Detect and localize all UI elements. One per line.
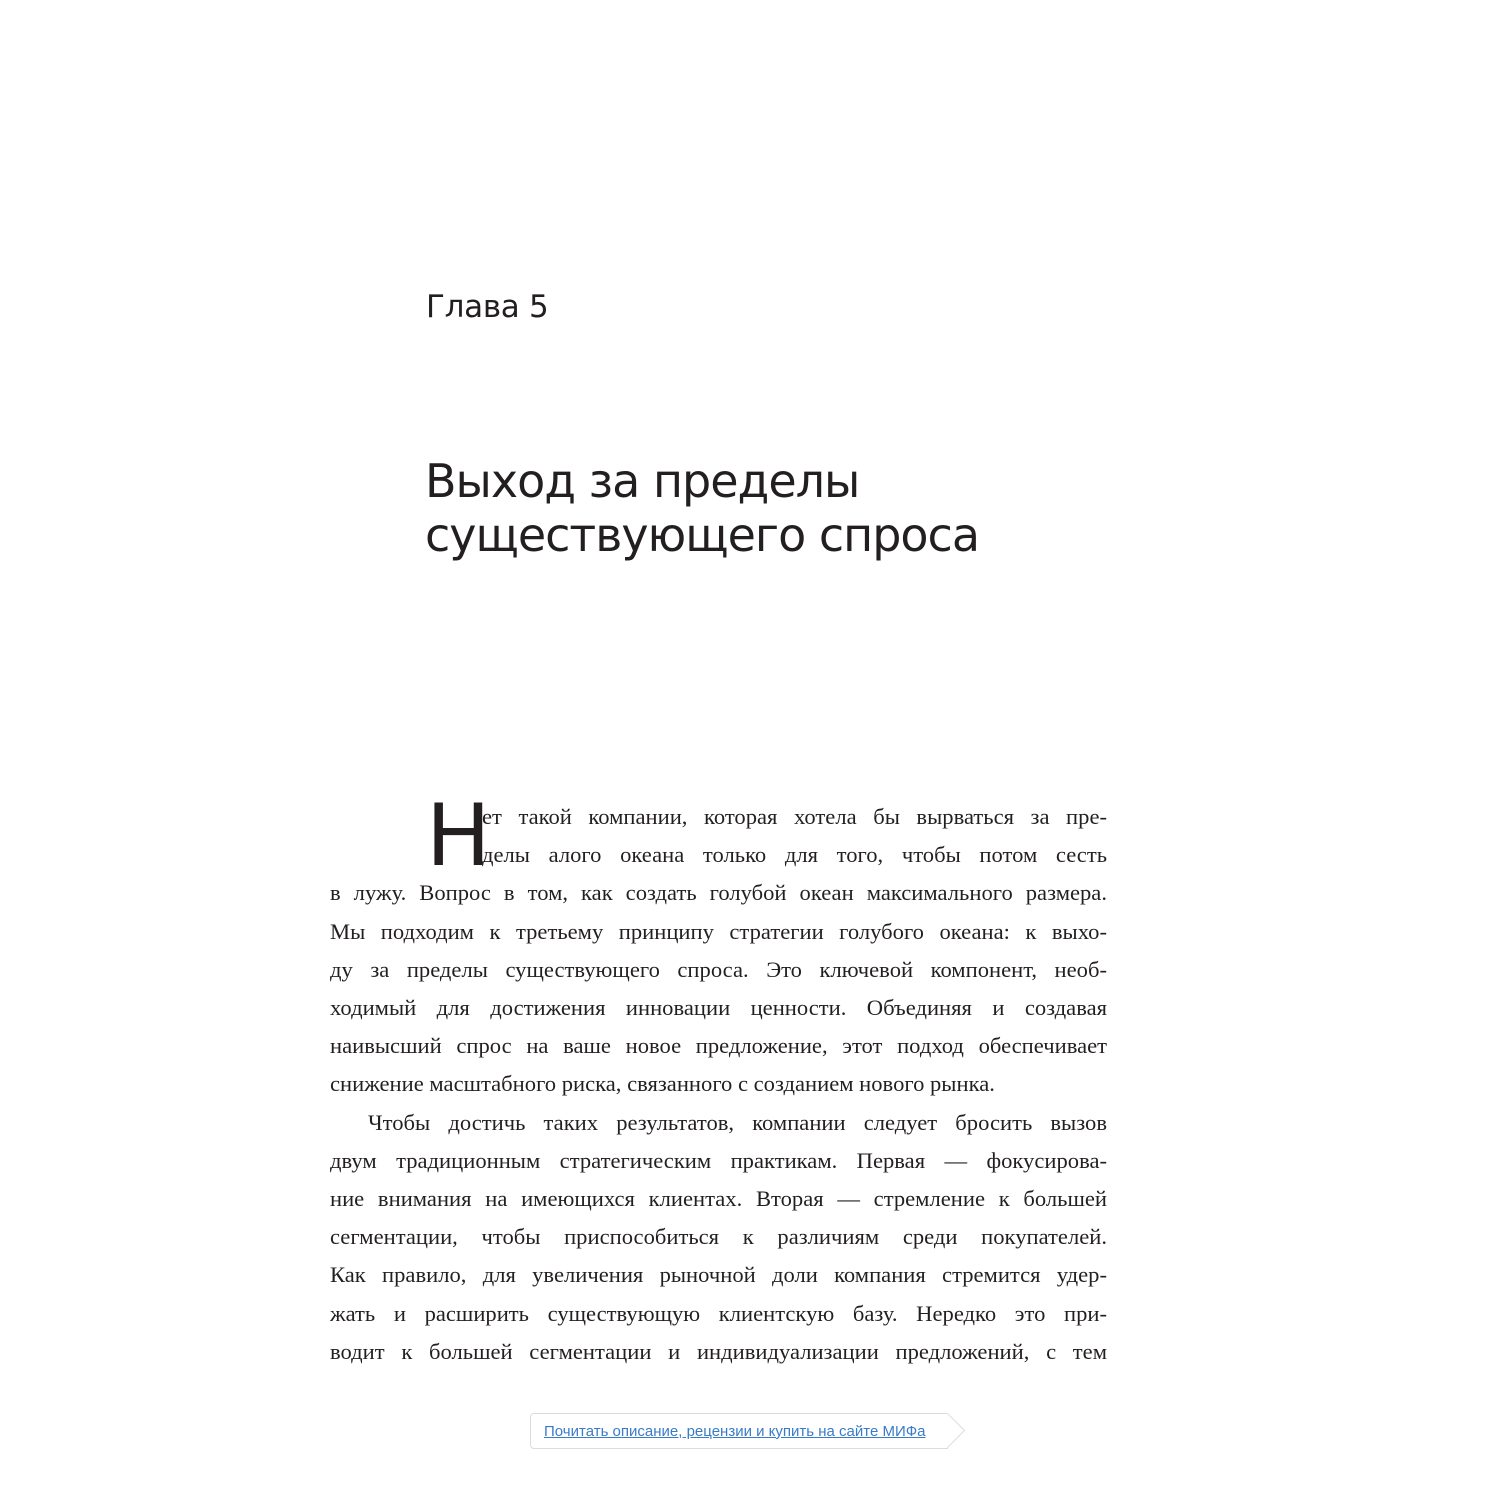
text-line: ходимый для достижения инновации ценности. Объединяя и создавая bbox=[330, 995, 1107, 1021]
text-line: Мы подходим к третьему принципу стратегии голубого океана: к выхо- bbox=[330, 918, 1107, 944]
text-line: ду за пределы существующего спроса. Это ключевой компонент, необ- bbox=[330, 956, 1107, 982]
text-line: жать и расширить существующую клиентскую базу. Нередко это при- bbox=[330, 1300, 1107, 1326]
text-line: наивысший спрос на ваше новое предложение, этот подход обеспечивает bbox=[330, 1033, 1107, 1059]
text-line: Как правило, для увеличения рыночной доли компания стремится удер- bbox=[330, 1262, 1107, 1288]
text-line: Чтобы достичь таких результатов, компании следует бросить вызов bbox=[368, 1109, 1107, 1135]
store-link[interactable]: Почитать описание, рецензии и купить на сайте МИФа bbox=[544, 1422, 926, 1440]
chapter-title-line: существующего спроса bbox=[425, 508, 980, 562]
text-line: водит к большей сегментации и индивидуализации предложений, с тем bbox=[330, 1338, 1107, 1364]
text-line: в лужу. Вопрос в том, как создать голубой океан максимального размера. bbox=[330, 880, 1107, 906]
text-line: ет такой компании, которая хотела бы вырваться за пре- bbox=[482, 804, 1107, 829]
chapter-title bbox=[425, 454, 1145, 562]
text-line: ние внимания на имеющихся клиентах. Вторая — стремление к большей bbox=[330, 1186, 1107, 1212]
drop-cap: Н bbox=[426, 786, 491, 886]
text-line: снижение масштабного риска, связанного с созданием нового рынка. bbox=[330, 1071, 995, 1097]
chapter-title-line: Выход за пределы bbox=[425, 454, 860, 508]
text-line: делы алого океана только для того, чтобы потом сесть bbox=[482, 842, 1107, 868]
body-text bbox=[330, 786, 1107, 1371]
chapter-number: Глава 5 bbox=[426, 289, 549, 325]
text-line: сегментации, чтобы приспособиться к различиям среди покупателей. bbox=[330, 1224, 1107, 1250]
text-line: двум традиционным стратегическим практикам. Первая — фокусирова- bbox=[330, 1147, 1107, 1173]
store-link-container bbox=[530, 1413, 948, 1449]
